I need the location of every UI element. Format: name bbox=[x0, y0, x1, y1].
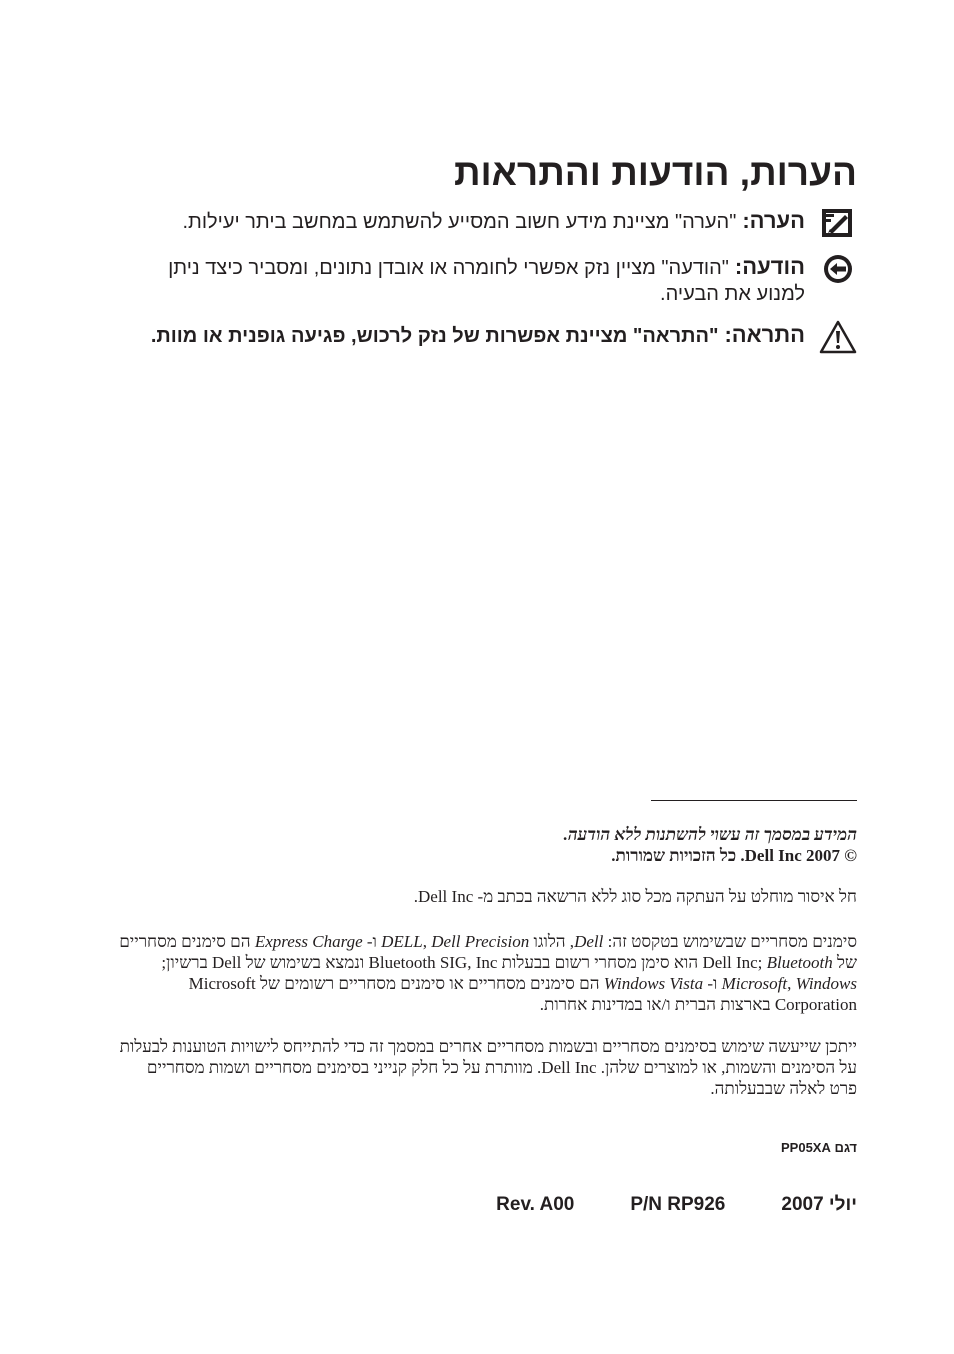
trademark-text: ו- bbox=[703, 974, 722, 993]
trademark-text: סימנים מסחריים שבשימוש בטקסט זה: bbox=[603, 932, 857, 951]
divider bbox=[651, 800, 857, 801]
change-notice: המידע במסמך זה עשוי להשתנות ללא הודעה. bbox=[563, 825, 857, 844]
part-number: P/N RP926 bbox=[630, 1194, 726, 1215]
copyright-line: © 2007 Dell Inc. כל הזכויות שמורות. bbox=[611, 846, 857, 865]
footer bbox=[457, 1194, 857, 1216]
trademark-text: , bbox=[787, 974, 796, 993]
trademark-text: , הלוגו bbox=[529, 932, 575, 951]
note-block bbox=[137, 208, 857, 240]
trademark-text: , bbox=[422, 932, 432, 951]
note-text: "הערה" מציינת מידע חשוב המסייע להשתמש במחשב ביתר יעילות. bbox=[182, 211, 737, 233]
revision: Rev. A00 bbox=[496, 1194, 575, 1215]
trademark-text: ו- bbox=[362, 932, 382, 951]
trademark-microsoft: Microsoft bbox=[721, 974, 788, 993]
note-label: הערה: bbox=[742, 208, 805, 233]
warning-block bbox=[137, 322, 857, 354]
note-icon bbox=[819, 206, 857, 240]
trademark-express-charge: Express Charge bbox=[254, 932, 363, 951]
other-trademarks-paragraph: ייתכן שייעשה שימוש בסימנים מסחריים ובשמות מסחריים אחרים במסמך זה כדי להתייחס לישויות הטוענות לבעלות על הסימנים והשמות, או למוצרים שלהן. Dell Inc. מוותרת על כל חלק קנייני בסימנים מסחריים ושמות מסחריים פרט לאלה שבבעלותה. bbox=[119, 1037, 857, 1098]
trademark-text: הם סימנים מסחריים או סימנים מסחריים רשומים של Microsoft Corporation בארצות הברית ו/או במדינות אחרות. bbox=[188, 974, 857, 1014]
warning-label: התראה: bbox=[724, 322, 805, 347]
trademark-windows-vista: Windows Vista bbox=[603, 974, 704, 993]
page-title: הערות, הודעות והתראות bbox=[453, 152, 857, 193]
copyright-block bbox=[117, 824, 857, 866]
warning-text: "התראה" מציינת אפשרות של נזק לרכוש, פגיעה גופנית או מוות. bbox=[150, 325, 719, 347]
publish-date: יולי 2007 bbox=[781, 1194, 857, 1215]
trademark-precision: Dell Precision bbox=[431, 932, 530, 951]
trademarks-paragraph bbox=[117, 931, 857, 1015]
model-number: דגם PP05XA bbox=[781, 1140, 857, 1155]
trademark-text: הם סימנים מסחריים של Dell Inc; bbox=[119, 932, 857, 972]
trademark-text: הוא סימן מסחרי רשום בבעלות Bluetooth SIG, Inc ונמצא בשימוש של Dell ברשיון; bbox=[161, 953, 703, 972]
trademark-dell: Dell bbox=[574, 932, 604, 951]
notice-block bbox=[137, 254, 857, 307]
trademark-dell-logo: DELL bbox=[381, 932, 423, 951]
trademark-windows: Windows bbox=[795, 974, 857, 993]
trademark-bluetooth: Bluetooth bbox=[766, 953, 833, 972]
warning-icon bbox=[819, 320, 857, 354]
reproduction-notice: חל איסור מוחלט על העתקה מכל סוג ללא הרשאה בכתב מ- Dell Inc. bbox=[413, 887, 857, 906]
notice-text: "הודעה" מציין נזק אפשרי לחומרה או אובדן נתונים, ומסביר כיצד ניתן למנוע את הבעיה. bbox=[168, 257, 805, 305]
notice-label: הודעה: bbox=[734, 254, 805, 279]
notice-icon bbox=[819, 252, 857, 286]
